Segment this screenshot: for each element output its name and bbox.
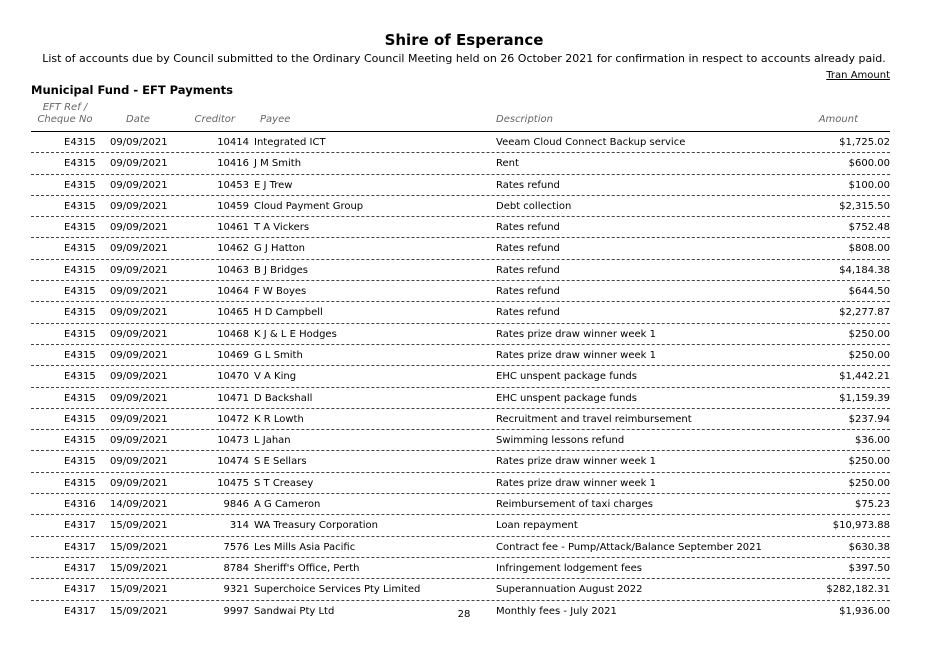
creditor-cell: 8784 bbox=[223, 562, 249, 574]
description-cell: Reimbursement of taxi charges bbox=[496, 499, 654, 511]
creditor-cell: 10472 bbox=[217, 413, 249, 425]
ref-cell: E4317 bbox=[64, 562, 96, 574]
payee-cell: S T Creasey bbox=[254, 477, 314, 489]
payee-cell: E J Trew bbox=[254, 179, 293, 191]
amount-cell: $250.00 bbox=[848, 477, 890, 489]
table-row bbox=[31, 494, 890, 515]
description-cell: Rates prize draw winner week 1 bbox=[496, 328, 656, 340]
date-cell: 09/09/2021 bbox=[110, 179, 168, 191]
amount-cell: $600.00 bbox=[848, 158, 890, 170]
date-cell: 09/09/2021 bbox=[110, 328, 168, 340]
ref-cell: E4317 bbox=[64, 520, 96, 532]
creditor-cell: 9997 bbox=[223, 605, 249, 617]
ref-cell: E4315 bbox=[64, 264, 96, 276]
date-cell: 09/09/2021 bbox=[110, 286, 168, 298]
header-payee: Payee bbox=[260, 114, 291, 125]
amount-cell: $100.00 bbox=[848, 179, 890, 191]
description-cell: Rates refund bbox=[496, 286, 560, 298]
description-cell: Rent bbox=[496, 158, 519, 170]
amount-cell: $250.00 bbox=[848, 349, 890, 361]
amount-cell: $36.00 bbox=[855, 435, 890, 447]
table-row bbox=[31, 345, 890, 366]
creditor-cell: 10465 bbox=[217, 307, 249, 319]
ref-cell: E4315 bbox=[64, 456, 96, 468]
table-row bbox=[31, 196, 890, 217]
creditor-cell: 10462 bbox=[217, 243, 249, 255]
table-row bbox=[31, 302, 890, 323]
table-row bbox=[31, 132, 890, 153]
ref-cell: E4315 bbox=[64, 179, 96, 191]
date-cell: 09/09/2021 bbox=[110, 158, 168, 170]
date-cell: 15/09/2021 bbox=[110, 520, 168, 532]
amount-cell: $1,442.21 bbox=[839, 371, 890, 383]
description-cell: Contract fee - Pump/Attack/Balance September 2021 bbox=[496, 541, 762, 553]
payee-cell: D Backshall bbox=[254, 392, 313, 404]
payee-cell: J M Smith bbox=[254, 158, 302, 170]
amount-cell: $1,159.39 bbox=[839, 392, 890, 404]
description-cell: Rates prize draw winner week 1 bbox=[496, 456, 656, 468]
description-cell: Swimming lessons refund bbox=[496, 435, 625, 447]
ref-cell: E4315 bbox=[64, 435, 96, 447]
creditor-cell: 10463 bbox=[217, 264, 249, 276]
ref-cell: E4315 bbox=[64, 349, 96, 361]
description-cell: Veeam Cloud Connect Backup service bbox=[496, 137, 686, 148]
ref-cell: E4316 bbox=[64, 499, 96, 511]
creditor-cell: 10471 bbox=[217, 392, 249, 404]
table-row bbox=[31, 451, 890, 472]
payee-cell: A G Cameron bbox=[254, 499, 321, 511]
creditor-cell: 10474 bbox=[217, 456, 249, 468]
description-cell: Rates refund bbox=[496, 222, 560, 234]
description-cell: Recruitment and travel reimbursement bbox=[496, 413, 692, 425]
amount-cell: $1,725.02 bbox=[839, 137, 890, 148]
amount-cell: $808.00 bbox=[848, 243, 890, 255]
date-cell: 09/09/2021 bbox=[110, 392, 168, 404]
creditor-cell: 10475 bbox=[217, 477, 249, 489]
table-row bbox=[31, 153, 890, 174]
payments-table bbox=[31, 132, 890, 621]
description-cell: EHC unspent package funds bbox=[496, 392, 637, 404]
payee-cell: K R Lowth bbox=[254, 413, 304, 425]
ref-cell: E4317 bbox=[64, 584, 96, 596]
section-heading: Municipal Fund - EFT Payments bbox=[31, 83, 234, 97]
ref-cell: E4315 bbox=[64, 243, 96, 255]
table-row bbox=[31, 579, 890, 600]
table-row bbox=[31, 409, 890, 430]
date-cell: 15/09/2021 bbox=[110, 605, 168, 617]
description-cell: Rates refund bbox=[496, 179, 560, 191]
table-row bbox=[31, 324, 890, 345]
payee-cell: V A King bbox=[254, 371, 297, 383]
amount-cell: $282,182.31 bbox=[826, 584, 890, 596]
date-cell: 09/09/2021 bbox=[110, 413, 168, 425]
table-row bbox=[31, 388, 890, 409]
payee-cell: Sheriff's Office, Perth bbox=[254, 562, 360, 574]
table-row bbox=[31, 515, 890, 536]
amount-cell: $237.94 bbox=[848, 413, 890, 425]
table-row bbox=[31, 281, 890, 302]
payee-cell: F W Boyes bbox=[254, 286, 307, 298]
amount-cell: $250.00 bbox=[848, 328, 890, 340]
payee-cell: L Jahan bbox=[254, 435, 291, 447]
creditor-cell: 7576 bbox=[223, 541, 249, 553]
amount-cell: $4,184.38 bbox=[839, 264, 890, 276]
table-row bbox=[31, 238, 890, 259]
creditor-cell: 9846 bbox=[223, 499, 249, 511]
creditor-cell: 10461 bbox=[217, 222, 249, 234]
ref-cell: E4317 bbox=[64, 605, 96, 617]
creditor-cell: 10453 bbox=[217, 179, 249, 191]
date-cell: 09/09/2021 bbox=[110, 477, 168, 489]
table-row bbox=[31, 473, 890, 494]
document-title: Shire of Esperance bbox=[384, 31, 544, 49]
creditor-cell: 10470 bbox=[217, 371, 249, 383]
description-cell: Rates prize draw winner week 1 bbox=[496, 349, 656, 361]
ref-cell: E4317 bbox=[64, 541, 96, 553]
amount-cell: $630.38 bbox=[848, 541, 890, 553]
creditor-cell: 10414 bbox=[217, 137, 249, 148]
ref-cell: E4315 bbox=[64, 328, 96, 340]
ref-cell: E4315 bbox=[64, 413, 96, 425]
date-cell: 09/09/2021 bbox=[110, 222, 168, 234]
amount-cell: $1,936.00 bbox=[839, 605, 890, 617]
amount-cell: $75.23 bbox=[855, 499, 890, 511]
payee-cell: H D Campbell bbox=[254, 307, 323, 319]
description-cell: Rates refund bbox=[496, 307, 560, 319]
date-cell: 15/09/2021 bbox=[110, 584, 168, 596]
document-subtitle: List of accounts due by Council submitted to the Ordinary Council Meeting held on 26 October 2021 for confirmation in respect to accounts already paid. bbox=[42, 52, 886, 65]
ref-cell: E4315 bbox=[64, 222, 96, 234]
date-cell: 09/09/2021 bbox=[110, 137, 168, 148]
date-cell: 09/09/2021 bbox=[110, 349, 168, 361]
description-cell: Superannuation August 2022 bbox=[496, 584, 643, 596]
description-cell: Loan repayment bbox=[496, 520, 578, 532]
payee-cell: B J Bridges bbox=[254, 264, 308, 276]
amount-cell: $2,277.87 bbox=[839, 307, 890, 319]
description-cell: Infringement lodgement fees bbox=[496, 562, 642, 574]
table-row bbox=[31, 175, 890, 196]
ref-cell: E4315 bbox=[64, 477, 96, 489]
page-number: 28 bbox=[457, 609, 471, 620]
ref-cell: E4315 bbox=[64, 158, 96, 170]
payee-cell: G J Hatton bbox=[254, 243, 306, 255]
creditor-cell: 10459 bbox=[217, 200, 249, 212]
creditor-cell: 9321 bbox=[223, 584, 249, 596]
description-cell: Monthly fees - July 2021 bbox=[496, 605, 617, 617]
date-cell: 15/09/2021 bbox=[110, 562, 168, 574]
creditor-cell: 10469 bbox=[217, 349, 249, 361]
amount-cell: $752.48 bbox=[848, 222, 890, 234]
payee-cell: WA Treasury Corporation bbox=[254, 520, 378, 532]
payee-cell: Sandwai Pty Ltd bbox=[254, 605, 335, 617]
payee-cell: S E Sellars bbox=[254, 456, 307, 468]
table-row bbox=[31, 366, 890, 387]
table-row bbox=[31, 430, 890, 451]
ref-cell: E4315 bbox=[64, 307, 96, 319]
payee-cell: Integrated ICT bbox=[254, 137, 326, 148]
creditor-cell: 10468 bbox=[217, 328, 249, 340]
table-row bbox=[31, 260, 890, 281]
date-cell: 14/09/2021 bbox=[110, 499, 168, 511]
ref-cell: E4315 bbox=[64, 200, 96, 212]
payee-cell: K J & L E Hodges bbox=[254, 328, 337, 340]
date-cell: 09/09/2021 bbox=[110, 371, 168, 383]
date-cell: 09/09/2021 bbox=[110, 243, 168, 255]
header-description: Description bbox=[496, 114, 553, 125]
header-creditor: Creditor bbox=[194, 114, 235, 125]
description-cell: Debt collection bbox=[496, 200, 572, 212]
header-ref-line2: Cheque No bbox=[37, 114, 93, 125]
ref-cell: E4315 bbox=[64, 137, 96, 148]
payee-cell: Les Mills Asia Pacific bbox=[254, 541, 356, 553]
date-cell: 09/09/2021 bbox=[110, 456, 168, 468]
date-cell: 09/09/2021 bbox=[110, 264, 168, 276]
header-amount: Amount bbox=[818, 114, 858, 125]
payee-cell: T A Vickers bbox=[254, 222, 310, 234]
description-cell: Rates refund bbox=[496, 243, 560, 255]
creditor-cell: 314 bbox=[229, 520, 249, 532]
date-cell: 09/09/2021 bbox=[110, 435, 168, 447]
creditor-cell: 10473 bbox=[217, 435, 249, 447]
amount-cell: $10,973.88 bbox=[832, 520, 890, 532]
date-cell: 09/09/2021 bbox=[110, 200, 168, 212]
table-row bbox=[31, 217, 890, 238]
amount-cell: $644.50 bbox=[848, 286, 890, 298]
header-ref bbox=[37, 102, 93, 126]
description-cell: Rates refund bbox=[496, 264, 560, 276]
amount-cell: $397.50 bbox=[848, 562, 890, 574]
header-date: Date bbox=[126, 114, 150, 125]
date-cell: 15/09/2021 bbox=[110, 541, 168, 553]
ref-cell: E4315 bbox=[64, 286, 96, 298]
amount-cell: $2,315.50 bbox=[839, 200, 890, 212]
creditor-cell: 10416 bbox=[217, 158, 249, 170]
amount-cell: $250.00 bbox=[848, 456, 890, 468]
header-ref-line1: EFT Ref / bbox=[42, 102, 88, 113]
tran-amount-label: Tran Amount bbox=[826, 70, 890, 81]
payee-cell: G L Smith bbox=[254, 349, 303, 361]
date-cell: 09/09/2021 bbox=[110, 307, 168, 319]
description-cell: EHC unspent package funds bbox=[496, 371, 637, 383]
ref-cell: E4315 bbox=[64, 392, 96, 404]
ref-cell: E4315 bbox=[64, 371, 96, 383]
payee-cell: Superchoice Services Pty Limited bbox=[254, 584, 421, 596]
table-row bbox=[31, 537, 890, 558]
table-header bbox=[31, 101, 890, 132]
creditor-cell: 10464 bbox=[217, 286, 249, 298]
description-cell: Rates prize draw winner week 1 bbox=[496, 477, 656, 489]
table-row bbox=[31, 558, 890, 579]
payee-cell: Cloud Payment Group bbox=[254, 200, 364, 212]
